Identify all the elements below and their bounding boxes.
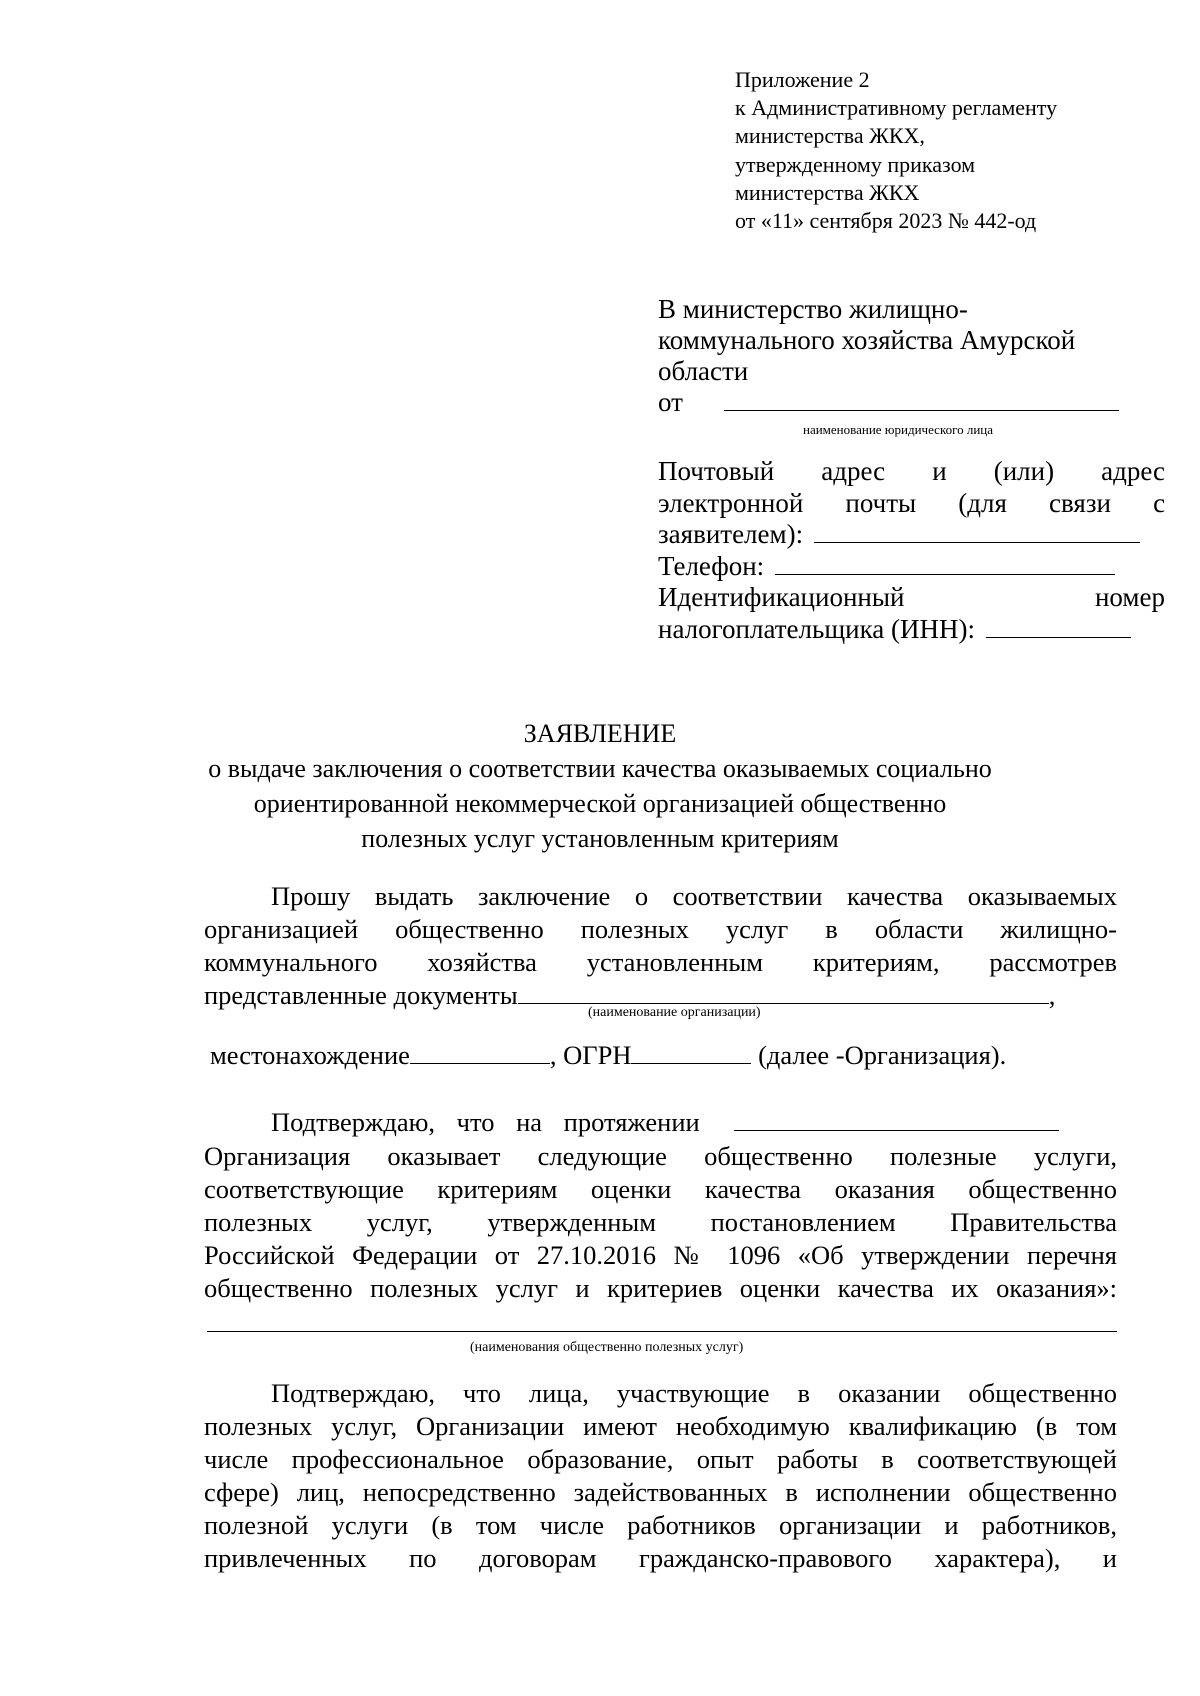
appendix-line: Приложение 2 <box>735 67 870 92</box>
confirm1-line: общественно полезных услуг и критериев оценки качества их оказания»: <box>204 1273 1117 1303</box>
confirm1-lead: Подтверждаю, что на протяжении <box>271 1107 700 1137</box>
applicant-label: заявителем): <box>658 519 804 549</box>
addressee-line: коммунального хозяйства Амурской <box>658 325 1076 355</box>
document-title <box>150 716 1050 856</box>
request-paragraph <box>204 880 1117 1012</box>
addressee-line: В министерство жилищно- <box>658 294 968 324</box>
title-heading: ЗАЯВЛЕНИЕ <box>523 719 677 748</box>
appendix-line: утвержденному приказом <box>735 151 976 177</box>
confirm1-line: полезных услуг, утвержденным постановлением Правительства <box>204 1207 1117 1237</box>
organization-name-field[interactable] <box>518 984 1049 1004</box>
request-line: Прошу выдать заключение о соответствии качества оказываемых <box>271 881 1117 911</box>
from-label: от <box>658 387 683 417</box>
confirm2-line: сфере) лиц, непосредственно задействованных в исполнении общественно <box>204 1477 1117 1507</box>
request-line: коммунального хозяйства установленным критериям, рассмотрев <box>204 947 1117 977</box>
phone-label: Телефон: <box>658 550 765 581</box>
legal-entity-name-field[interactable] <box>724 391 1119 411</box>
confirm2-line: привлеченных по договорам гражданско-правового характера), и <box>204 1543 1117 1573</box>
contact-address-field[interactable] <box>814 523 1140 543</box>
confirm1-line: соответствующие критериям оценки качества оказания общественно <box>204 1174 1117 1204</box>
confirm1-line: Российской Федерации от 27.10.2016 № 1096 «Об утверждении перечня <box>204 1240 1117 1270</box>
confirm2-line: полезных услуг, Организации имеют необходимую квалификацию (в том <box>204 1411 1117 1441</box>
period-field[interactable] <box>734 1111 1059 1131</box>
confirm1-lead-row <box>271 1107 1117 1138</box>
confirm1-paragraph <box>204 1140 1117 1305</box>
applicant-contact-row <box>658 519 1165 551</box>
appendix-header <box>735 66 1057 235</box>
appendix-line: от «11» сентября 2023 № 442-од <box>735 208 1037 234</box>
ogrn-label: , ОГРН <box>549 1040 632 1070</box>
appendix-line: к Административному регламенту <box>735 95 1058 121</box>
legal-entity-hint: наименование юридического лица <box>803 422 994 437</box>
postal-address-line: Почтовый адрес и (или) адрес <box>658 456 1166 486</box>
title-line: ориентированной некоммерческой организацией общественно <box>253 789 947 818</box>
organization-alias: (далее -Организация). <box>758 1040 1007 1070</box>
email-line: электронной почты (для связи с <box>658 487 1166 518</box>
title-line: о выдаче заключения о соответствии качества оказываемых социально <box>208 754 992 783</box>
location-row <box>210 1040 1006 1071</box>
appendix-line: министерства ЖКХ <box>735 179 920 205</box>
confirm2-line: числе профессиональное образование, опыт работы в соответствующей <box>204 1444 1117 1474</box>
services-field[interactable] <box>207 1331 1117 1332</box>
from-row <box>658 387 1165 418</box>
title-line: полезных услуг установленным критериям <box>361 824 839 853</box>
inn-field[interactable] <box>986 618 1131 638</box>
documents-row: представленные документы , <box>204 980 1056 1010</box>
confirm2-paragraph <box>204 1377 1117 1575</box>
addressee-block <box>658 294 1165 418</box>
phone-row <box>658 551 1165 583</box>
inn-row <box>658 614 1165 646</box>
confirm2-line: полезной услуги (в том числе работников организации и работников, <box>204 1510 1117 1540</box>
confirm1-line: Организация оказывает следующие общественно полезные услуги, <box>204 1141 1117 1171</box>
ogrn-field[interactable] <box>631 1044 751 1064</box>
location-field[interactable] <box>410 1044 550 1064</box>
documents-label: представленные документы <box>204 980 518 1010</box>
addressee-line: области <box>658 356 749 386</box>
location-label: местонахождение <box>210 1040 410 1070</box>
phone-field[interactable] <box>775 555 1115 575</box>
appendix-line: министерства ЖКХ, <box>735 123 925 149</box>
contacts-block <box>658 456 1165 645</box>
request-line: организацией общественно полезных услуг в области жилищно- <box>204 914 1117 944</box>
confirm2-line: Подтверждаю, что лица, участвующие в оказании общественно <box>271 1378 1117 1408</box>
inn-line: Идентификационный номер <box>658 582 1165 612</box>
organization-name-hint: (наименование организации) <box>588 1005 761 1020</box>
services-hint: (наименования общественно полезных услуг) <box>470 1340 744 1355</box>
inn-label: налогоплательщика (ИНН): <box>658 613 975 644</box>
